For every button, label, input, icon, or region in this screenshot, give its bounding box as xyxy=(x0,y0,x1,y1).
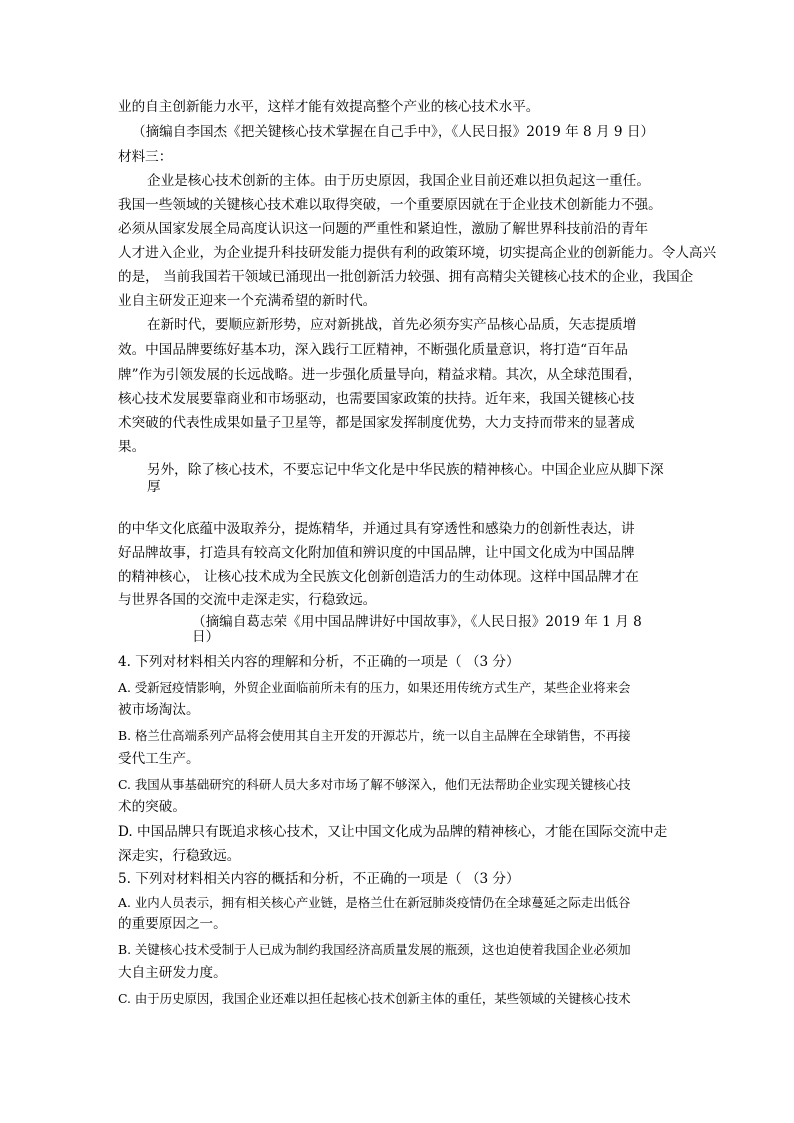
material-3-heading: 材料三： xyxy=(118,149,173,165)
question-4-option-c-cont: 术的突破。 xyxy=(118,799,186,815)
paragraph-line: 与世界各国的交流中走深走实，行稳致远。 xyxy=(118,592,377,608)
question-5-option-b: B. 关键核心技术受制于人已成为制约我国经济高质量发展的瓶颈，这也迫使着我国企业必须加 xyxy=(118,942,631,957)
question-4-stem: 4. 下列对材料相关内容的理解和分析，不正确的一项是（ （3 分） xyxy=(118,654,520,670)
paragraph-line: 人才进入企业，为企业提升科技研发能力提供有利的政策环境，切实提高企业的创新能力。令人高兴 xyxy=(118,245,717,261)
question-4-option-a: A. 受新冠疫情影响，外贸企业面临前所未有的压力，如果还用传统方式生产，某些企业将来会 xyxy=(118,680,631,695)
paragraph-line: 效。中国品牌要练好基本功，深入践行工匠精神，不断强化质量意识，将打造“百年品 xyxy=(118,342,628,358)
question-4-option-c: C. 我国从事基础研究的科研人员大多对市场了解不够深入，他们无法帮助企业实现关键核心技 xyxy=(118,777,631,792)
question-4-option-a-cont: 被市场淘汰。 xyxy=(118,702,200,718)
paragraph-line: 我国一些领域的关键核心技术难以取得突破，一个重要原因就在于企业技术创新能力不强。 xyxy=(118,197,662,213)
paragraph-line: 的是， 当前我国若干领域已涌现出一批创新活力较强、拥有高精尖关键核心技术的企业，我国企 xyxy=(118,269,694,285)
source-citation-3-cont: 日） xyxy=(192,629,220,645)
paragraph-line: 的中华文化底蕴中汲取养分，提炼精华，并通过具有穿透性和感染力的创新性表达，讲 xyxy=(118,521,635,537)
paragraph-line: 企业是核心技术创新的主体。由于历史原因，我国企业目前还难以担负起这一重任。 xyxy=(147,173,650,189)
question-4-option-b: B. 格兰仕高端系列产品将会使用其自主开发的开源芯片，统一以自主品牌在全球销售，不再接 xyxy=(118,728,631,743)
question-5-stem: 5. 下列对材料相关内容的概括和分析，不正确的一项是（ （3 分） xyxy=(118,871,520,887)
paragraph-line: 另外，除了核心技术，不要忘记中华文化是中华民族的精神核心。中国企业应从脚下深 xyxy=(147,462,664,478)
paragraph-line: 果。 xyxy=(118,439,146,455)
paragraph-line: 业自主研发正迎来一个充满希望的新时代。 xyxy=(118,293,377,309)
paragraph-line: 核心技术发展要靠商业和市场驱动，也需要国家政策的扶持。近年来，我国关键核心技 xyxy=(118,391,635,407)
paragraph-line: 术突破的代表性成果如量子卫星等，都是国家发挥制度优势，大力支持而带来的显著成 xyxy=(118,415,635,431)
paragraph-line: 必须从国家发展全局高度认识这一问题的严重性和紧迫性，激励了解世界科技前沿的青年 xyxy=(118,221,649,237)
paragraph-line: 好品牌故事，打造具有较高文化附加值和辨识度的中国品牌，让中国文化成为中国品牌 xyxy=(118,545,635,561)
intro-line: 业的自主创新能力水平，这样才能有效提高整个产业的核心技术水平。 xyxy=(118,99,540,115)
question-5-option-b-cont: 大自主研发力度。 xyxy=(118,965,227,981)
source-citation-2: （摘编自李国杰《把关键核心技术掌握在自己手中》，《人民日报》2019 年 8 月 9 日） xyxy=(132,124,655,140)
question-4-option-d-cont: 深走实，行稳致远。 xyxy=(118,848,241,864)
paragraph-line: 牌”作为引领发展的长远战略。进一步强化质量导向，精益求精。其次，从全球范围看， xyxy=(118,367,642,383)
question-4-option-b-cont: 受代工生产。 xyxy=(118,751,200,767)
question-5-option-c: C. 由于历史原因，我国企业还难以担任起核心技术创新主体的重任，某些领域的关键核心技术 xyxy=(118,991,631,1006)
source-citation-3: （摘编自葛志荣《用中国品牌讲好中国故事》，《人民日报》2019 年 1 月 8 xyxy=(192,614,642,630)
question-5-option-a-cont: 的重要原因之一。 xyxy=(118,916,227,932)
paragraph-line: 厚 xyxy=(147,479,161,495)
paragraph-line: 的精神核心， 让核心技术成为全民族文化创新创造活力的生动体现。这样中国品牌才在 xyxy=(118,569,639,585)
question-4-option-d: D. 中国品牌只有既追求核心技术，又让中国文化成为品牌的精神核心，才能在国际交流中走 xyxy=(118,824,668,840)
question-5-option-a: A. 业内人员表示，拥有相关核心产业链，是格兰仕在新冠肺炎疫情仍在全球蔓延之际走出低谷 xyxy=(118,895,631,910)
paragraph-line: 在新时代，要顺应新形势，应对新挑战，首先必须夯实产品核心品质，矢志提质增 xyxy=(147,317,637,333)
